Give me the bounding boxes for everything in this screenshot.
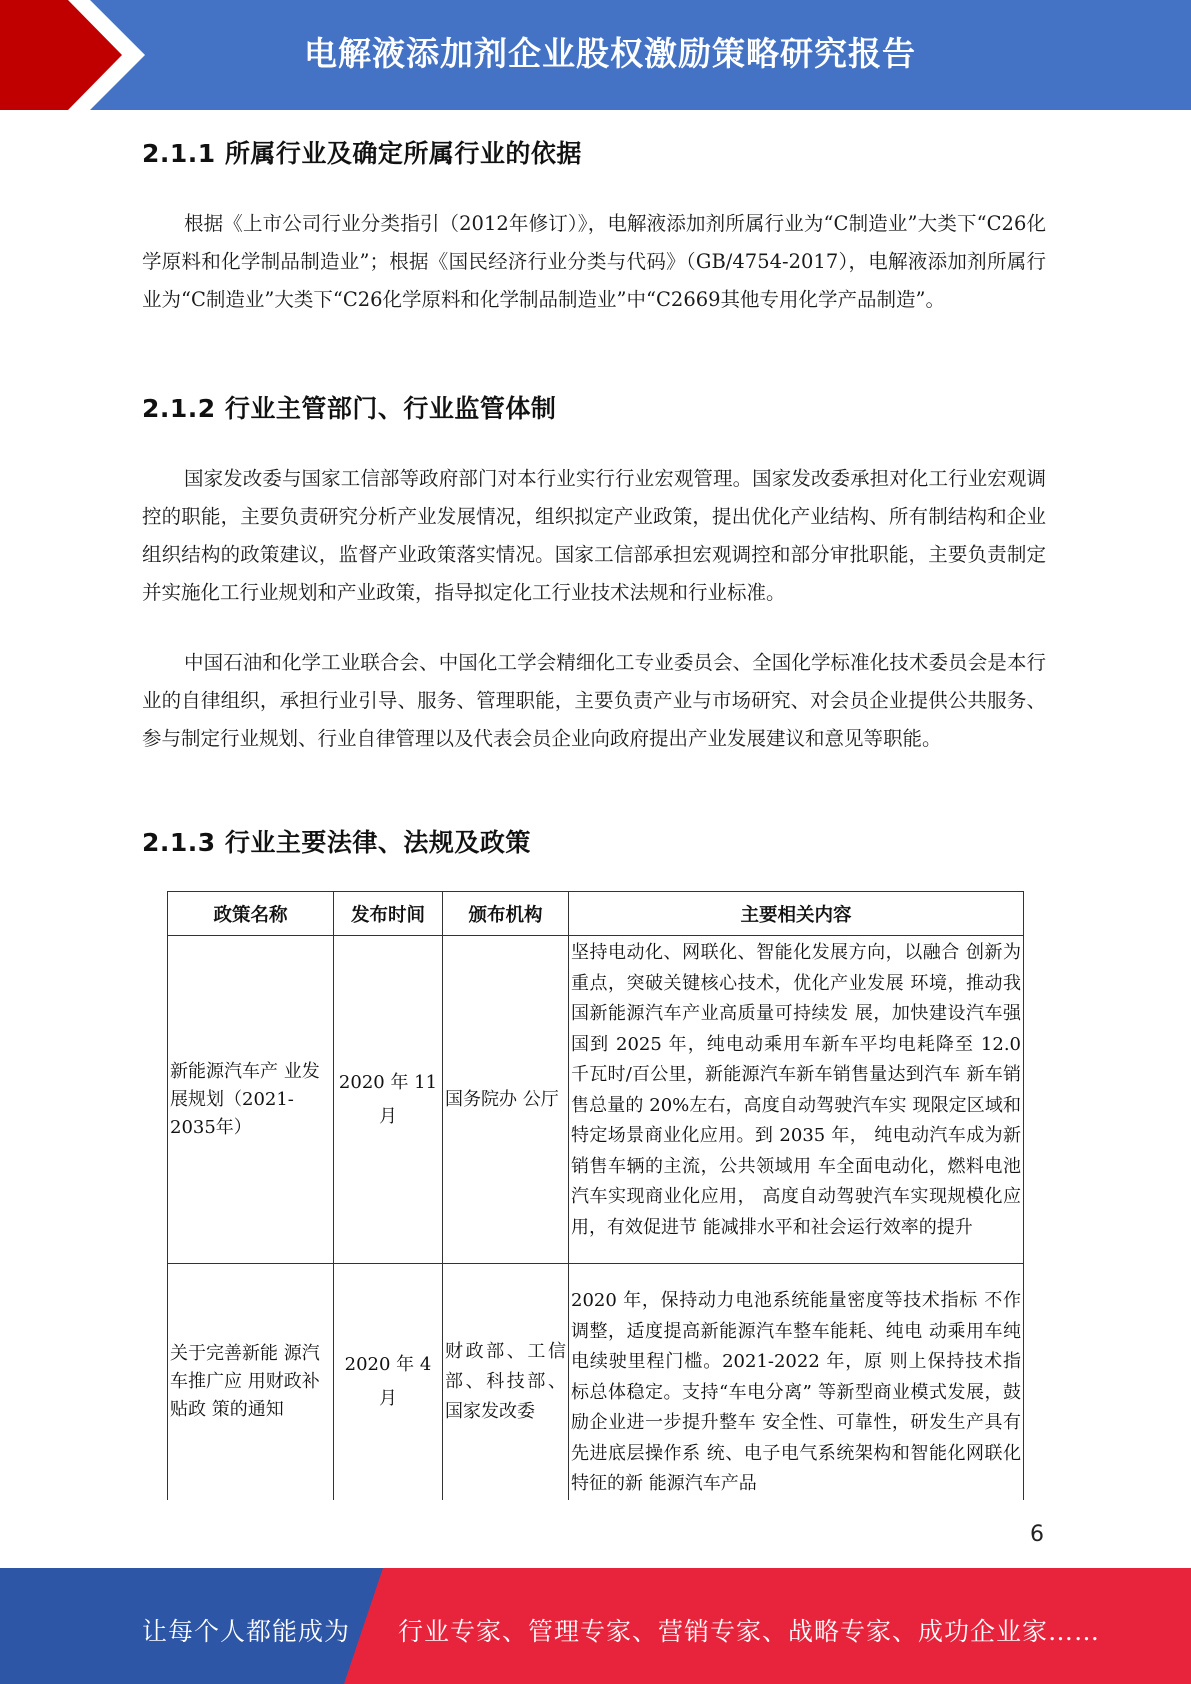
paragraph-industry-classification: 根据《上市公司行业分类指引（2012年修订）》，电解液添加剂所属行业为“C制造业”大类下“C26化学原料和化学制品制造业”；根据《国民经济行业分类与代码》（GB/4754-2017），电解液添加剂所属行业为“C制造业”大类下“C26化学原料和化学制品制造业”中“C2669其他专用化学产品制造”。 (142, 212, 1046, 311)
cell-issuing-authority: 国务院办 公厅 (443, 936, 569, 1264)
section-heading-2-1-2: 2.1.2 行业主管部门、行业监管体制 (142, 394, 557, 423)
paragraph-regulators: 国家发改委与国家工信部等政府部门对本行业实行行业宏观管理。国家发改委承担对化工行业宏观调控的职能，主要负责研究分析产业发展情况，组织拟定产业政策，提出优化产业结构、所有制结构和企业组织结构的政策建议，监督产业政策落实情况。国家工信部承担宏观调控和部分审批职能，主要负责制定并实施化工行业规划和产业政策，指导拟定化工行业技术法规和行业标准。 (142, 467, 1046, 604)
document-title: 电解液添加剂企业股权激励策略研究报告 (304, 34, 916, 73)
column-header-policy-name: 政策名称 (168, 892, 334, 936)
policy-table (167, 891, 1024, 1500)
cell-release-date: 2020 年 4 月 (334, 1264, 443, 1500)
table-row (168, 1264, 1024, 1500)
page-number: 6 (1030, 1522, 1044, 1547)
column-header-issuing-authority: 颁布机构 (443, 892, 569, 936)
header-banner (0, 0, 1191, 110)
column-header-release-date: 发布时间 (334, 892, 443, 936)
table-row (168, 936, 1024, 1264)
column-header-main-content: 主要相关内容 (569, 892, 1024, 936)
table-header-row (168, 892, 1024, 936)
cell-main-content: 坚持电动化、网联化、智能化发展方向，以融合 创新为重点，突破关键核心技术，优化产业发展 环境，推动我国新能源汽车产业高质量可持续发 展，加快建设汽车强国到 2025 年，纯电动乘用车新车平均电耗降至 12.0 千瓦时/百公里，新能源汽车新车销售量达到汽车 新车销售总量的 20%左右，高度自动驾驶汽车实 现限定区域和特定场景商业化应用。到 2035 年， 纯电动汽车成为新销售车辆的主流，公共领域用 车全面电动化，燃料电池汽车实现商业化应用， 高度自动驾驶汽车实现规模化应用，有效促进节 能减排水平和社会运行效率的提升 (569, 936, 1024, 1264)
cell-main-content: 2020 年，保持动力电池系统能量密度等技术指标 不作调整，适度提高新能源汽车整车能耗、纯电 动乘用车纯电续驶里程门槛。2021-2022 年，原 则上保持技术指标总体稳定。支持“车电分离” 等新型商业模式发展，鼓励企业进一步提升整车 安全性、可靠性，研发生产具有先进底层操作系 统、电子电气系统架构和智能化网联化特征的新 能源汽车产品 (569, 1264, 1024, 1500)
paragraph-self-regulatory-organizations: 中国石油和化学工业联合会、中国化工学会精细化工专业委员会、全国化学标准化技术委员会是本行业的自律组织，承担行业引导、服务、管理职能，主要负责产业与市场研究、对会员企业提供公共服务、参与制定行业规划、行业自律管理以及代表会员企业向政府提出产业发展建议和意见等职能。 (142, 651, 1046, 750)
section-heading-2-1-3: 2.1.3 行业主要法律、法规及政策 (142, 828, 531, 857)
footer-slogan-left: 让每个人都能成为 (142, 1617, 351, 1646)
section-heading-2-1-1: 2.1.1 所属行业及确定所属行业的依据 (142, 139, 582, 168)
cell-policy-name: 新能源汽车产 业发展规划（2021-2035年） (168, 936, 334, 1264)
cell-issuing-authority: 财政部、工信部、科技部、国家发改委 (443, 1264, 569, 1500)
cell-policy-name: 关于完善新能 源汽车推广应 用财政补贴政 策的通知 (168, 1264, 334, 1500)
footer-slogan-right: 行业专家、管理专家、营销专家、战略专家、成功企业家…… (398, 1617, 1101, 1646)
cell-release-date: 2020 年 11 月 (334, 936, 443, 1264)
